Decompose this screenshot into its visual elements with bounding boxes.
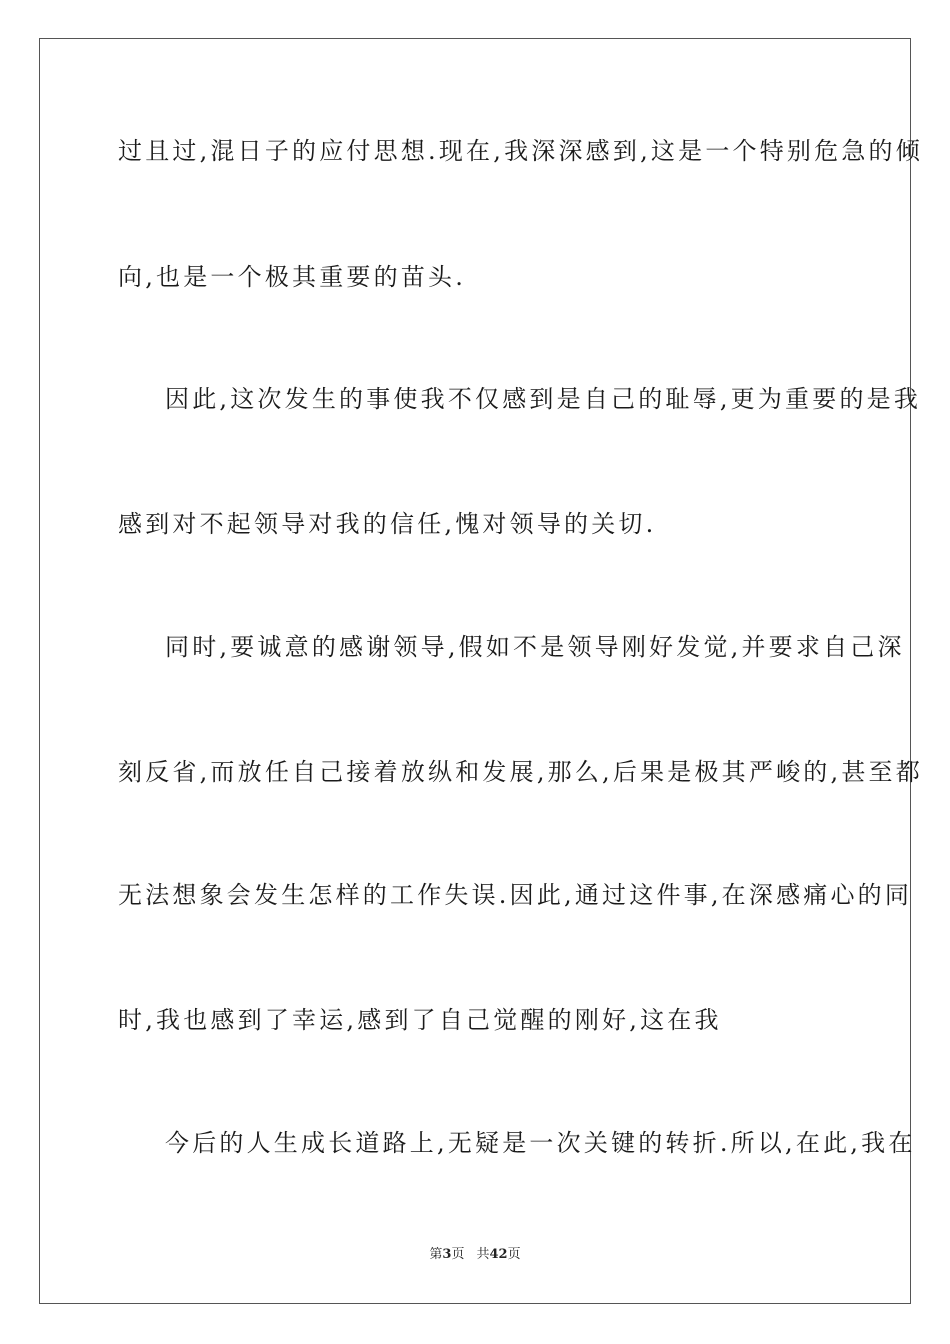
body-line-1: 过且过,混日子的应付思想.现在,我深深感到,这是一个特别危急的倾	[118, 137, 923, 165]
body-line-4: 感到对不起领导对我的信任,愧对领导的关切.	[118, 510, 657, 538]
total-pages: 42	[489, 1247, 508, 1262]
body-line-3: 因此,这次发生的事使我不仅感到是自己的耻辱,更为重要的是我	[165, 385, 922, 413]
page-prefix: 第	[429, 1247, 443, 1262]
total-suffix: 页	[507, 1247, 521, 1262]
page-footer	[0, 1246, 950, 1264]
body-line-8: 时,我也感到了幸运,感到了自己觉醒的刚好,这在我	[118, 1006, 722, 1034]
body-line-5: 同时,要诚意的感谢领导,假如不是领导刚好发觉,并要求自己深	[165, 633, 905, 661]
body-line-6: 刻反省,而放任自己接着放纵和发展,那么,后果是极其严峻的,甚至都	[118, 758, 923, 786]
page-suffix: 页	[451, 1247, 465, 1262]
total-prefix: 共	[476, 1247, 490, 1262]
page-number: 3	[442, 1247, 452, 1262]
page-border	[39, 38, 923, 1304]
body-line-2: 向,也是一个极其重要的苗头.	[118, 263, 467, 291]
body-line-9: 今后的人生成长道路上,无疑是一次关键的转折.所以,在此,我在	[165, 1129, 916, 1157]
body-line-7: 无法想象会发生怎样的工作失误.因此,通过这件事,在深感痛心的同	[118, 881, 913, 909]
